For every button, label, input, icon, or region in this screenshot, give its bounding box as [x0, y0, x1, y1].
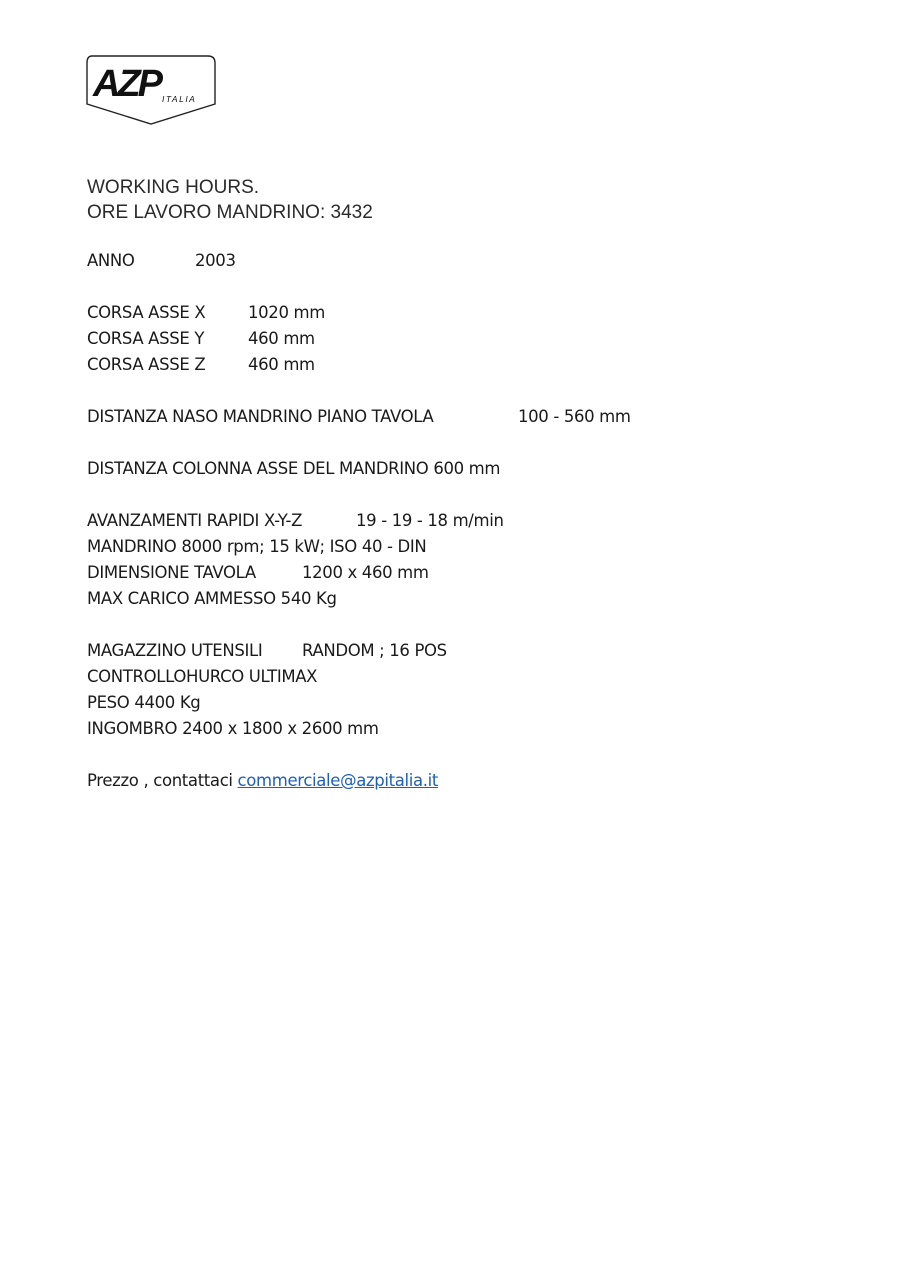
spec-corsa-z — [87, 354, 315, 376]
spec-mandrino: MANDRINO 8000 rpm; 15 kW; ISO 40 - DIN — [87, 537, 427, 556]
spec-dimensione-tavola — [87, 562, 429, 584]
document-heading — [87, 175, 373, 225]
price-contact — [87, 770, 438, 792]
spec-corsa-x — [87, 302, 325, 324]
spec-dimensione-label: DIMENSIONE TAVOLA — [87, 563, 256, 582]
spec-distanza-naso-value: 100 - 560 mm — [518, 407, 631, 426]
logo-sub: ITALIA — [162, 94, 197, 104]
heading-working-hours: WORKING HOURS. — [87, 177, 260, 198]
spec-peso: PESO 4400 Kg — [87, 693, 201, 712]
spec-magazzino — [87, 640, 447, 662]
azp-logo — [84, 54, 218, 126]
spec-controllo: CONTROLLOHURCO ULTIMAX — [87, 667, 318, 686]
spec-corsa-z-label: CORSA ASSE Z — [87, 355, 206, 374]
spec-corsa-y-value: 460 mm — [248, 329, 315, 348]
price-label: Prezzo , contattaci — [87, 771, 238, 790]
spec-corsa-y — [87, 328, 315, 350]
spec-max-carico: MAX CARICO AMMESSO 540 Kg — [87, 589, 337, 608]
email-link[interactable]: commerciale@azpitalia.it — [237, 771, 439, 790]
spec-ingombro: INGOMBRO 2400 x 1800 x 2600 mm — [87, 719, 379, 738]
spec-dimensione-value: 1200 x 460 mm — [302, 563, 429, 582]
spec-corsa-y-label: CORSA ASSE Y — [87, 329, 205, 348]
spec-distanza-naso-label: DISTANZA NASO MANDRINO PIANO TAVOLA — [87, 407, 434, 426]
spec-anno-value: 2003 — [195, 251, 236, 270]
spec-anno-label: ANNO — [87, 251, 135, 270]
heading-ore-lavoro: ORE LAVORO MANDRINO: 3432 — [87, 202, 373, 223]
spec-corsa-x-value: 1020 mm — [248, 303, 325, 322]
spec-avanzamenti-value: 19 - 19 - 18 m/min — [356, 511, 504, 530]
spec-avanzamenti-label: AVANZAMENTI RAPIDI X-Y-Z — [87, 511, 303, 530]
spec-magazzino-value: RANDOM ; 16 POS — [302, 641, 447, 660]
spec-distanza-colonna: DISTANZA COLONNA ASSE DEL MANDRINO 600 mm — [87, 459, 501, 478]
spec-magazzino-label: MAGAZZINO UTENSILI — [87, 641, 263, 660]
logo-brand: AZP — [93, 63, 160, 105]
spec-distanza-naso — [87, 406, 631, 428]
spec-corsa-z-value: 460 mm — [248, 355, 315, 374]
spec-avanzamenti — [87, 510, 504, 532]
azp-logo-badge — [84, 54, 218, 126]
spec-anno — [87, 250, 236, 272]
spec-corsa-x-label: CORSA ASSE X — [87, 303, 206, 322]
